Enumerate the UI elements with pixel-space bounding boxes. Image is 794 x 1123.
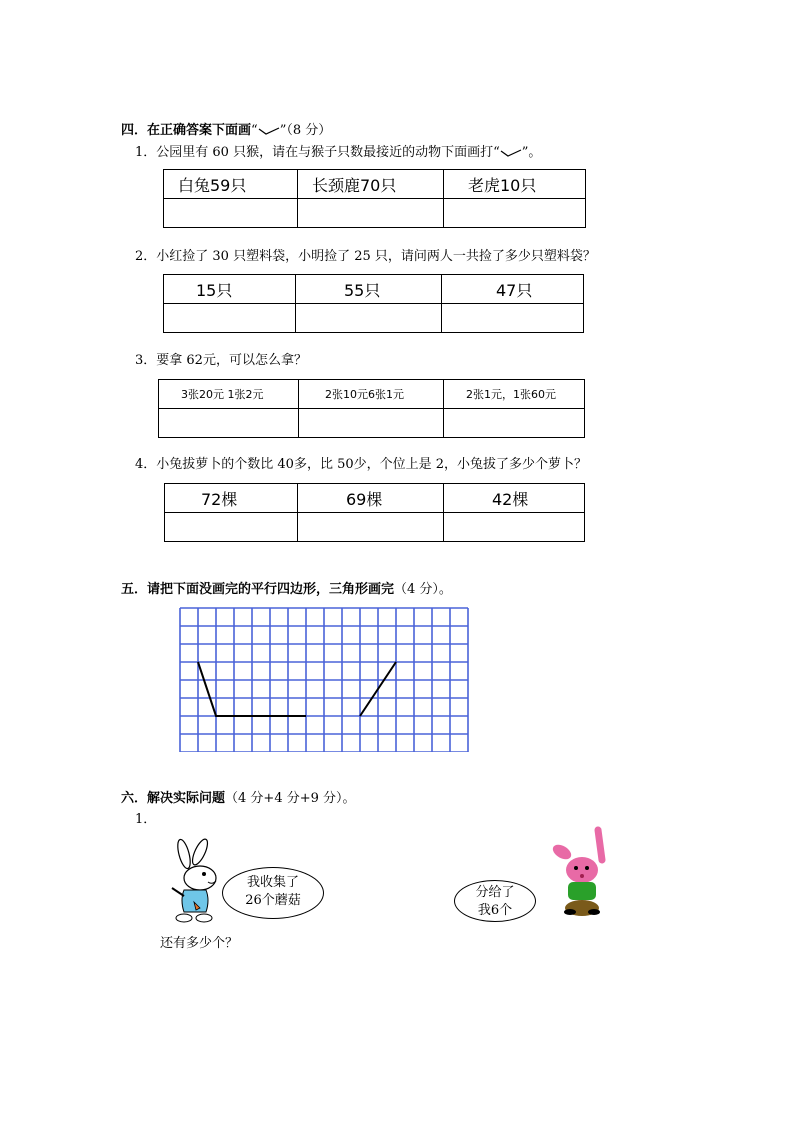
- answer-option[interactable]: 15只: [164, 275, 296, 304]
- section4-score: （8 分）: [286, 123, 332, 138]
- answer-table-1: [163, 169, 586, 228]
- answer-cell[interactable]: [298, 513, 444, 542]
- answer-cell[interactable]: [444, 513, 585, 542]
- question-6-1-label: 1．: [135, 812, 157, 827]
- bubble-right-line2: 我6个: [477, 903, 513, 918]
- section6-heading: [121, 787, 356, 806]
- answer-cell[interactable]: [444, 199, 586, 228]
- answer-cell[interactable]: [298, 199, 444, 228]
- rabbit-illustration-right: [540, 826, 614, 922]
- question-1: [135, 141, 541, 160]
- answer-table-4: [164, 483, 585, 542]
- check-mark-icon: [258, 126, 280, 136]
- section6-title: 解决实际问题: [147, 791, 226, 806]
- question-2: 2．小红捡了 30 只塑料袋，小明捡了 25 只，请问两人一共捡了多少只塑料袋？: [135, 249, 596, 264]
- section5-heading: [121, 578, 452, 597]
- check-mark-icon: [500, 148, 522, 158]
- answer-cell[interactable]: [164, 304, 296, 333]
- section4-heading: [121, 119, 331, 138]
- answer-option[interactable]: 白兔59只: [164, 170, 298, 199]
- answer-option[interactable]: 55只: [296, 275, 442, 304]
- answer-option[interactable]: 长颈鹿70只: [298, 170, 444, 199]
- quote-close: ”: [279, 123, 287, 138]
- section5-score: （4 分）。: [394, 582, 452, 597]
- bubble-left-line1: 我收集了: [246, 875, 299, 890]
- answer-cell[interactable]: [159, 409, 299, 438]
- question-6-1: 还有多少个？: [160, 936, 239, 951]
- bubble-right-line1: 分给了: [475, 885, 515, 900]
- question-1-text-end: ”。: [521, 145, 542, 160]
- answer-cell[interactable]: [299, 409, 444, 438]
- speech-bubble-right: [454, 880, 536, 922]
- answer-cell[interactable]: [165, 513, 298, 542]
- question-4: 4．小兔拔萝卜的个数比 40多，比 50少，个位上是 2，小兔拔了多少个萝卜？: [135, 457, 588, 472]
- answer-option[interactable]: 2张10元6张1元: [299, 380, 444, 409]
- rabbit-illustration-left: [164, 838, 228, 924]
- section6-number: 六．: [121, 791, 148, 806]
- section6-score: （4 分+4 分+9 分）。: [225, 791, 356, 806]
- answer-option[interactable]: 3张20元 1张2元: [159, 380, 299, 409]
- section5-number: 五．: [121, 582, 148, 597]
- section4-title: 在正确答案下面画: [147, 123, 252, 138]
- bubble-left-line2: 26个蘑菇: [245, 893, 301, 908]
- answer-table-2: [163, 274, 584, 333]
- question-1-text: 1．公园里有 60 只猴，请在与猴子只数最接近的动物下面画打“: [135, 145, 500, 160]
- grid-canvas[interactable]: [179, 607, 469, 752]
- answer-option[interactable]: 72棵: [165, 484, 298, 513]
- answer-option[interactable]: 42棵: [444, 484, 585, 513]
- answer-cell[interactable]: [442, 304, 584, 333]
- section5-title: 请把下面没画完的平行四边形，三角形画完: [147, 582, 395, 597]
- speech-bubble-left: [222, 867, 324, 919]
- quote-open: “: [251, 123, 258, 138]
- answer-cell[interactable]: [296, 304, 442, 333]
- answer-option[interactable]: 69棵: [298, 484, 444, 513]
- question-3: 3．要拿 62元，可以怎么拿？: [135, 353, 307, 368]
- answer-option[interactable]: 老虎10只: [444, 170, 586, 199]
- section4-number: 四．: [121, 123, 148, 138]
- drawing-grid[interactable]: [179, 607, 469, 752]
- answer-cell[interactable]: [444, 409, 585, 438]
- answer-option[interactable]: 2张1元，1张60元: [444, 380, 585, 409]
- answer-option[interactable]: 47只: [442, 275, 584, 304]
- answer-cell[interactable]: [164, 199, 298, 228]
- answer-table-3: [158, 379, 585, 438]
